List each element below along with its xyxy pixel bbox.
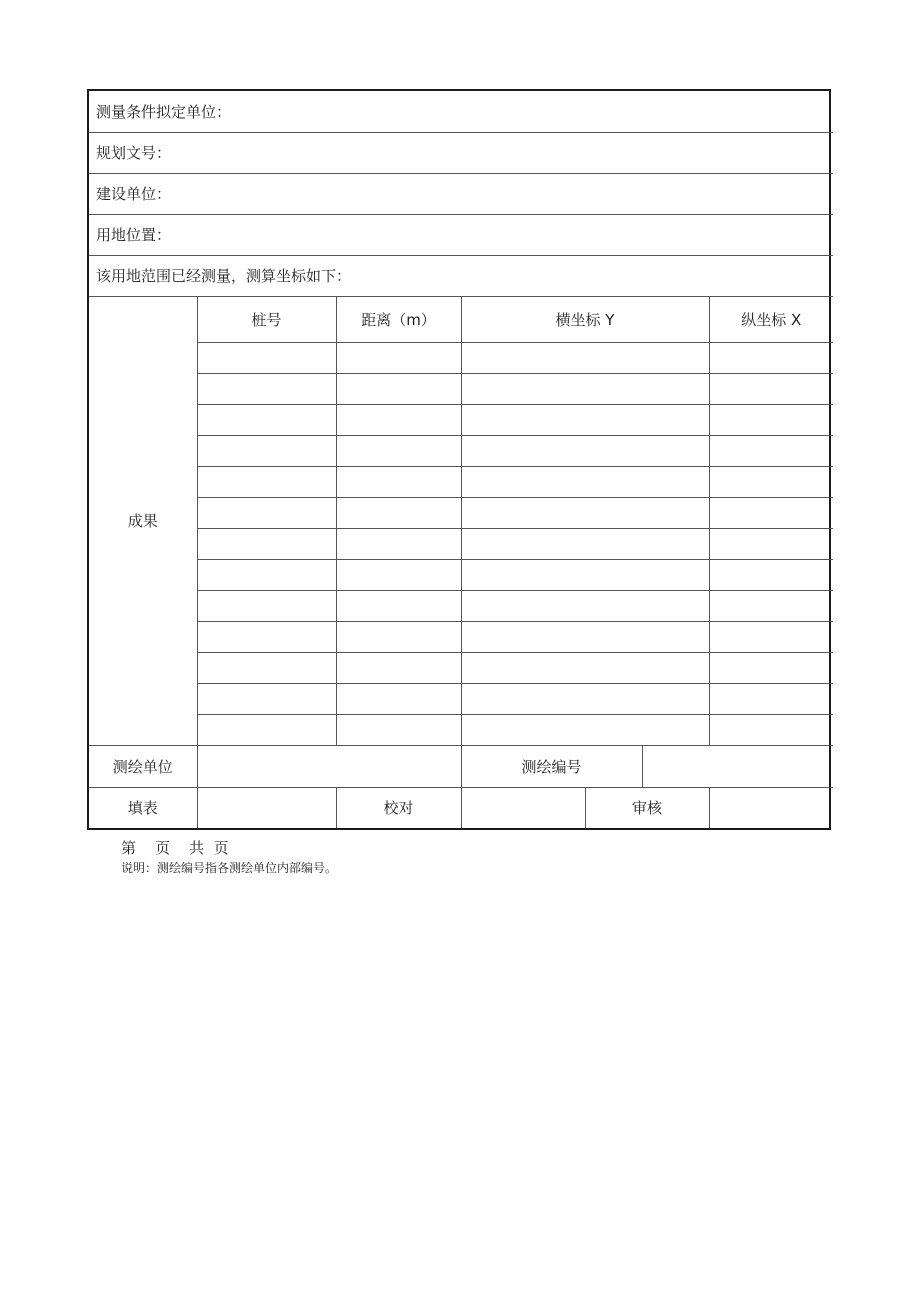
y-coordinate-cell[interactable]	[461, 528, 709, 559]
form-table	[89, 91, 833, 828]
distance-cell[interactable]	[336, 714, 461, 745]
x-coordinate-cell[interactable]	[709, 373, 833, 404]
column-header-x: 纵坐标 X	[709, 296, 833, 342]
survey-unit-row	[89, 745, 833, 787]
x-coordinate-cell[interactable]	[709, 683, 833, 714]
info-row-construction-unit	[89, 173, 833, 214]
coordinate-data-row	[89, 652, 833, 683]
y-coordinate-cell[interactable]	[461, 683, 709, 714]
distance-cell[interactable]	[336, 466, 461, 497]
info-row-planning-doc	[89, 132, 833, 173]
coordinate-data-row	[89, 466, 833, 497]
stake-cell[interactable]	[197, 435, 336, 466]
stake-cell[interactable]	[197, 714, 336, 745]
x-coordinate-cell[interactable]	[709, 559, 833, 590]
stake-cell[interactable]	[197, 621, 336, 652]
survey-number-field[interactable]	[642, 745, 833, 787]
coordinate-data-row	[89, 404, 833, 435]
design-unit-field[interactable]: 测量条件拟定单位：	[89, 91, 833, 132]
y-coordinate-cell[interactable]	[461, 652, 709, 683]
x-coordinate-cell[interactable]	[709, 621, 833, 652]
y-coordinate-cell[interactable]	[461, 342, 709, 373]
coordinate-data-row	[89, 590, 833, 621]
distance-cell[interactable]	[336, 342, 461, 373]
distance-cell[interactable]	[336, 373, 461, 404]
planning-doc-number-field[interactable]: 规划文号：	[89, 132, 833, 173]
coordinate-data-row	[89, 683, 833, 714]
stake-cell[interactable]	[197, 590, 336, 621]
info-row-design-unit	[89, 91, 833, 132]
y-coordinate-cell[interactable]	[461, 497, 709, 528]
x-coordinate-cell[interactable]	[709, 404, 833, 435]
y-coordinate-cell[interactable]	[461, 714, 709, 745]
y-coordinate-cell[interactable]	[461, 404, 709, 435]
column-header-stake: 桩号	[197, 296, 336, 342]
distance-cell[interactable]	[336, 559, 461, 590]
stake-cell[interactable]	[197, 466, 336, 497]
y-coordinate-cell[interactable]	[461, 435, 709, 466]
distance-cell[interactable]	[336, 404, 461, 435]
footnote: 说明：测绘编号指各测绘单位内部编号。	[121, 861, 338, 875]
x-coordinate-cell[interactable]	[709, 590, 833, 621]
distance-cell[interactable]	[336, 528, 461, 559]
fill-label: 填表	[89, 787, 197, 828]
fill-field[interactable]	[197, 787, 336, 828]
coordinate-data-row	[89, 621, 833, 652]
distance-cell[interactable]	[336, 435, 461, 466]
survey-number-label: 测绘编号	[461, 745, 642, 787]
x-coordinate-cell[interactable]	[709, 497, 833, 528]
check-field[interactable]	[461, 787, 585, 828]
info-row-statement	[89, 255, 833, 296]
y-coordinate-cell[interactable]	[461, 373, 709, 404]
approval-row	[89, 787, 833, 828]
distance-cell[interactable]	[336, 621, 461, 652]
construction-unit-field[interactable]: 建设单位：	[89, 173, 833, 214]
coordinate-data-row	[89, 342, 833, 373]
result-label: 成果	[89, 296, 197, 745]
distance-cell[interactable]	[336, 652, 461, 683]
y-coordinate-cell[interactable]	[461, 621, 709, 652]
x-coordinate-cell[interactable]	[709, 342, 833, 373]
coordinate-data-row	[89, 373, 833, 404]
coordinate-data-row	[89, 435, 833, 466]
x-coordinate-cell[interactable]	[709, 652, 833, 683]
coordinate-data-row	[89, 528, 833, 559]
survey-unit-field[interactable]	[197, 745, 461, 787]
distance-cell[interactable]	[336, 683, 461, 714]
distance-cell[interactable]	[336, 590, 461, 621]
info-row-land-location	[89, 214, 833, 255]
stake-cell[interactable]	[197, 373, 336, 404]
survey-form	[87, 89, 831, 830]
page-counter: 第 页 共 页	[121, 839, 229, 857]
coordinate-data-row	[89, 714, 833, 745]
x-coordinate-cell[interactable]	[709, 528, 833, 559]
land-location-field[interactable]: 用地位置：	[89, 214, 833, 255]
x-coordinate-cell[interactable]	[709, 714, 833, 745]
distance-cell[interactable]	[336, 497, 461, 528]
survey-statement: 该用地范围已经测量，测算坐标如下：	[89, 255, 833, 296]
survey-unit-label: 测绘单位	[89, 745, 197, 787]
stake-cell[interactable]	[197, 683, 336, 714]
stake-cell[interactable]	[197, 528, 336, 559]
stake-cell[interactable]	[197, 652, 336, 683]
coordinate-data-row	[89, 497, 833, 528]
coordinate-header-row	[89, 296, 833, 342]
review-label: 审核	[585, 787, 709, 828]
column-header-distance: 距离（m）	[336, 296, 461, 342]
coordinate-data-row	[89, 559, 833, 590]
check-label: 校对	[336, 787, 461, 828]
x-coordinate-cell[interactable]	[709, 466, 833, 497]
stake-cell[interactable]	[197, 404, 336, 435]
stake-cell[interactable]	[197, 497, 336, 528]
y-coordinate-cell[interactable]	[461, 590, 709, 621]
y-coordinate-cell[interactable]	[461, 466, 709, 497]
x-coordinate-cell[interactable]	[709, 435, 833, 466]
y-coordinate-cell[interactable]	[461, 559, 709, 590]
column-header-y: 横坐标 Y	[461, 296, 709, 342]
review-field[interactable]	[709, 787, 833, 828]
stake-cell[interactable]	[197, 342, 336, 373]
stake-cell[interactable]	[197, 559, 336, 590]
